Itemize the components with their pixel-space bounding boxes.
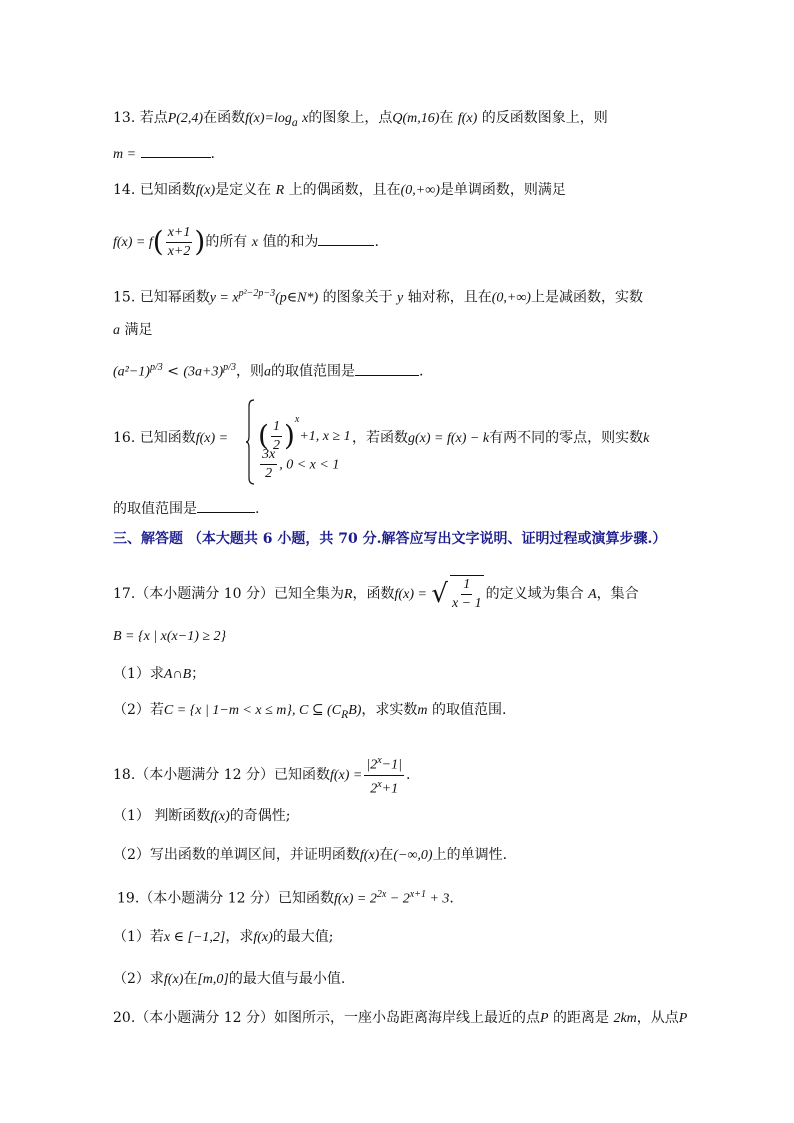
q17-line1: 17.（本小题满分 10 分）已知全集为R，函数f(x) = √ $\frac{1}{x - 1}$ 的定义域为集合 A，集合 [113,577,639,611]
q15-line2: a 满足 [113,322,153,338]
q15-line3: $(a^2-1)^{p/3} < (3a+3)^{p/3}$，则a的取值范围是 . [113,362,424,380]
q18-part2: （2）写出函数的单调区间，并证明函数f(x)在(−∞,0)上的单调性. [113,847,508,863]
q13-answer-blank[interactable] [141,143,211,158]
q17-part2: （2）若C = {x | 1−m < x ≤ m}, C ⊆ $(C_RB)$，求实数m 的取值范围. [113,702,507,721]
q19-part2: （2）求f(x)在[m,0]的最大值与最小值. [113,971,346,987]
q16-line-right: ，若函数g(x) = f(x) − k有两不同的零点，则实数k [352,430,650,446]
q17-part1: （1）求A∩B； [113,666,206,682]
q17-line2: B = {x | x(x−1) ≥ 2} [113,629,227,644]
q15-answer-blank[interactable] [355,361,419,376]
q19-part1: （1）若x ∈ [−1,2]，求f(x)的最大值; [113,929,334,945]
q16-piecewise-brace [246,398,256,486]
q14-line2: f(x) = f( $\frac{x+1}{x+2}$ )的所有 x 值的和为 . [113,224,379,259]
q16-line2: 的取值范围是 . [113,498,259,519]
q20-line1: 20.（本小题满分 12 分）如图所示，一座小岛距离海岸线上最近的点P 的距离是 2km，从点P [113,1010,688,1026]
q16-answer-blank[interactable] [197,498,255,513]
q19-line1: 19.（本小题满分 12 分）已知函数$f(x) = 2^{2x} - 2^{x+1} + 3$. [117,889,454,907]
q16-line: 16. 已知函数f(x) = [113,430,229,446]
q13-line2: m = . [113,143,215,165]
q14-answer-blank[interactable] [318,231,374,246]
section3-heading: 三、解答题 （本大题共 6 小题，共 70 分.解答应写出文字说明、证明过程或演算步骤.） [113,531,667,547]
q16-case1: ( $\frac{1}{2}$ )$^x$+1, x ≥ 1 [258,414,351,453]
q15-line1: 15. 已知幂函数$y = x^{p^2-2p-3}(p\in N*)$ 的图象关于 y 轴对称，且在(0,+∞)上是减函数，实数 [113,288,643,306]
q13-line1: 13. 若点P(2,4)在函数$f(x)=\log_a$ x的图象上，点Q(m,16)在 f(x) 的反函数图象上，则 [113,110,608,129]
q18-line1: 18.（本小题满分 12 分）已知函数f(x) = $\frac{|2^x-1|}{2^x+1}$ . [113,752,410,798]
q18-part1: （1） 判断函数f(x)的奇偶性; [113,808,291,824]
q16-case2: $\frac{3x}{2}$ , 0 < x < 1 [262,447,340,481]
q14-line1: 14. 已知函数f(x)是定义在 R 上的偶函数，且在(0,+∞)是单调函数，则满足 [113,182,566,198]
